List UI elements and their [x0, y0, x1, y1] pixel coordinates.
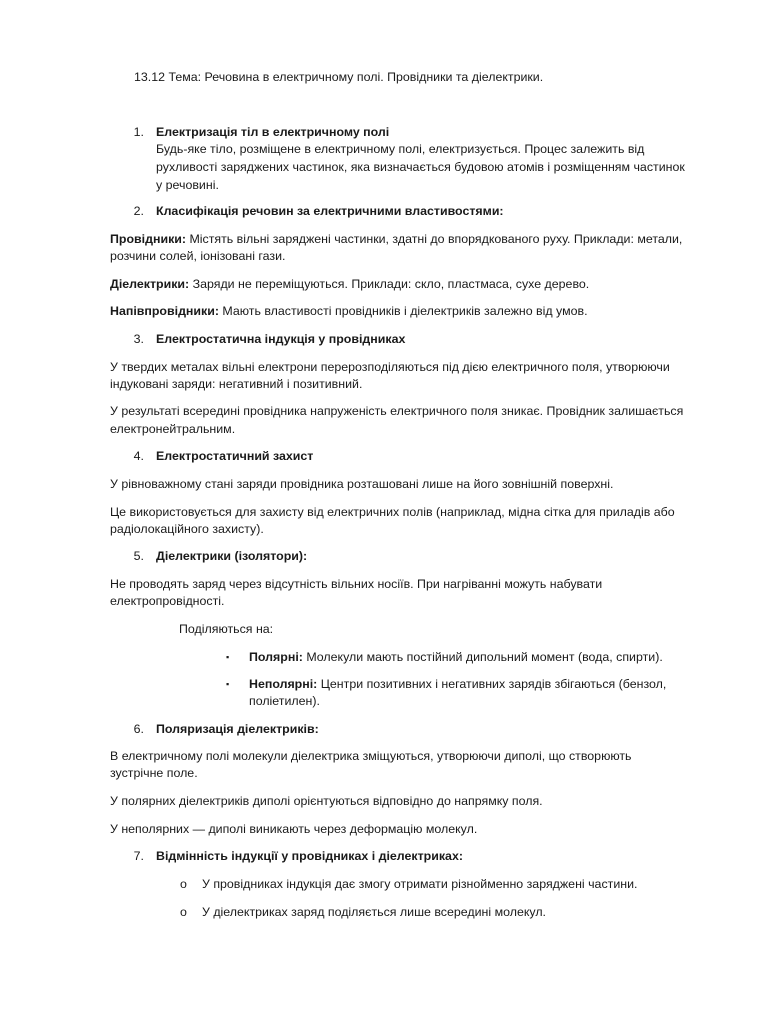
section-3-number: 3.	[133, 332, 144, 346]
section-6-p1-line-2: зустрічне поле.	[110, 766, 198, 780]
section-3-p1-line-2: індуковані заряди: негативний і позитивний.	[110, 377, 363, 391]
section-3-p2-line-2: електронейтральним.	[110, 422, 236, 436]
section-1-number: 1.	[133, 125, 144, 139]
square-bullet-icon: ▪	[226, 679, 230, 689]
semiconductors-term: Напівпровідники:	[110, 304, 219, 318]
section-6-p2: У полярних діелектриків диполі орієнтуються відповідно до напрямку поля.	[110, 794, 543, 808]
circle-bullet-icon: o	[180, 877, 187, 891]
circle-bullet-icon: o	[180, 905, 187, 919]
section-1-line-2: рухливості заряджених частинок, яка визначається будовою атомів і розміщенням частинок	[156, 160, 685, 174]
section-3-p1-line-1: У твердих металах вільні електрони перерозподіляються під дією електричного поля, утворюючи	[110, 360, 670, 374]
conductors-paragraph-line-2: розчини солей, іонізовані гази.	[110, 249, 286, 263]
section-6-p3: У неполярних — диполі виникають через деформацію молекул.	[110, 822, 478, 836]
dielectrics-paragraph: Діелектрики: Заряди не переміщуються. Приклади: скло, пластмаса, сухе дерево.	[110, 277, 590, 291]
section-2-heading: Класифікація речовин за електричними властивостями:	[156, 204, 504, 218]
nonpolar-item: Неполярні: Центри позитивних і негативних зарядів збігаються (бензол,	[249, 677, 667, 691]
polar-item: Полярні: Молекули мають постійний дипольний момент (вода, спирти).	[249, 650, 663, 664]
section-5-heading: Діелектрики (ізолятори):	[156, 549, 308, 563]
nonpolar-item-line-2: поліетилен).	[249, 694, 320, 708]
section-4-number: 4.	[133, 449, 144, 463]
section-7-number: 7.	[133, 849, 144, 863]
dielectrics-term: Діелектрики:	[110, 277, 190, 291]
document-title: 13.12 Тема: Речовина в електричному полі. Провідники та діелектрики.	[134, 70, 544, 84]
section-5-p1-line-1: Не проводять заряд через відсутність вільних носіїв. При нагріванні можуть набувати	[110, 577, 603, 591]
list-item: У провідниках індукція дає змогу отримати різнойменно заряджені частини.	[202, 877, 638, 891]
conductors-term: Провідники:	[110, 232, 187, 246]
section-5-p1-line-2: електропровідності.	[110, 594, 225, 608]
section-3-heading: Електростатична індукція у провідниках	[156, 332, 406, 346]
section-7-heading: Відмінність індукції у провідниках і діелектриках:	[156, 849, 463, 863]
section-3-p2-line-1: У результаті всередині провідника напруженість електричного поля зникає. Провідник залишається	[110, 404, 684, 418]
section-1-line-1: Будь-яке тіло, розміщене в електричному полі, електризується. Процес залежить від	[156, 142, 645, 156]
semiconductors-paragraph: Напівпровідники: Мають властивості провідників і діелектриків залежно від умов.	[110, 304, 588, 318]
nonpolar-term: Неполярні:	[249, 677, 318, 691]
section-4-p2-line-1: Це використовується для захисту від електричних полів (наприклад, мідна сітка для приладів або	[110, 505, 675, 519]
section-4-p2-line-2: радіолокаційного захисту).	[110, 522, 264, 536]
section-1-heading: Електризація тіл в електричному полі	[156, 125, 390, 139]
section-2-number: 2.	[133, 204, 144, 218]
section-4-p1: У рівноважному стані заряди провідника розташовані лише на його зовнішній поверхні.	[110, 477, 614, 491]
list-item: У діелектриках заряд поділяється лише всередині молекул.	[202, 905, 546, 919]
conductors-paragraph: Провідники: Містять вільні заряджені частинки, здатні до впорядкованого руху. Приклади: метали,	[110, 232, 683, 246]
section-6-heading: Поляризація діелектриків:	[156, 722, 319, 736]
section-1-line-3: у речовині.	[156, 178, 219, 192]
square-bullet-icon: ▪	[226, 652, 230, 662]
section-4-heading: Електростатичний захист	[156, 449, 314, 463]
polar-term: Полярні:	[249, 650, 303, 664]
section-6-p1-line-1: В електричному полі молекули діелектрика зміщуються, утворюючи диполі, що створюють	[110, 749, 632, 763]
divided-into-label: Поділяються на:	[179, 622, 274, 636]
section-5-number: 5.	[133, 549, 144, 563]
section-6-number: 6.	[133, 722, 144, 736]
